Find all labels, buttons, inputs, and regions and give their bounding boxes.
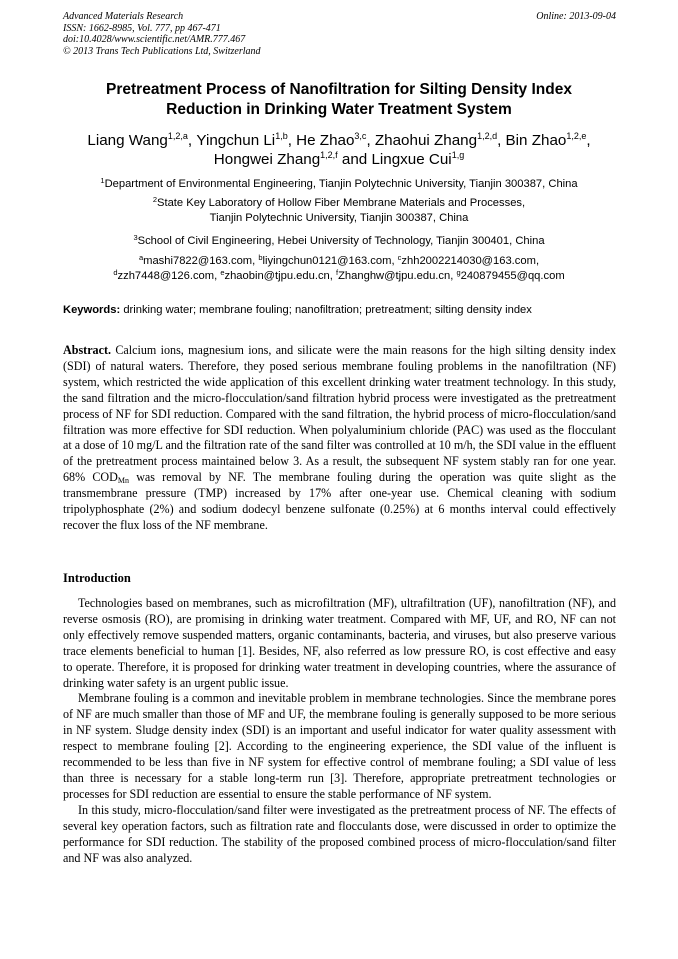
journal-info xyxy=(63,11,616,57)
author-separator: , xyxy=(287,132,297,149)
email-marker: f xyxy=(336,268,339,277)
introduction-body xyxy=(63,596,616,866)
email-address: mashi7822@163.com xyxy=(143,255,253,267)
email-address: liyingchun0121@163.com xyxy=(262,255,392,267)
email-address: Zhanghw@tjpu.edu.cn xyxy=(338,270,451,282)
author-name: Hongwei Zhang xyxy=(213,151,321,168)
email-marker: c xyxy=(397,253,402,262)
email-marker: g xyxy=(456,268,461,277)
section-heading-introduction: Introduction xyxy=(63,571,131,585)
affiliation xyxy=(40,196,638,226)
affiliation-marker: 3 xyxy=(133,233,138,242)
email-entry: $^c$zhh2002214030@163.com, xyxy=(397,253,540,267)
email-entry: $^e$zhaobin@tjpu.edu.cn, xyxy=(220,268,336,282)
abstract xyxy=(63,343,616,534)
affiliation xyxy=(40,177,638,192)
author-separator: , xyxy=(187,132,197,149)
email-marker: a xyxy=(138,253,144,262)
email-entry: $^b$liyingchun0121@163.com, xyxy=(258,253,398,267)
journal-header xyxy=(63,11,616,57)
author xyxy=(196,132,296,149)
affiliation-marker: 1 xyxy=(100,176,105,185)
email-marker: e xyxy=(220,268,225,277)
author-name: Bin Zhao xyxy=(505,132,567,149)
author-name: Lingxue Cui xyxy=(371,151,452,168)
author-affiliation-marker: 1,2,e xyxy=(566,131,587,141)
paper-title xyxy=(40,80,638,120)
affiliation-marker: 2 xyxy=(152,195,158,204)
email-entry: $^a$mashi7822@163.com, xyxy=(138,253,259,267)
abstract-text: Calcium ions, magnesium ions, and silicate were the main reasons for the high silting density index (SDI) of natural waters. Therefore, they posed serious membrane fouling problems in the nanofiltration (NF) system, which restricted the wide application of this excellent drinking water treatment technology. In this study, the sand filtration and the micro-flocculation/sand filtration hybrid process were investigated as the pretreatment process of NF for SDI reduction. Compared with the sand filtration, the hybrid process of micro-flocculation/sand filtration was more effective for SDI reduction. When polyaluminium chloride (PAC) was used as the flocculant at a dose of 10 mg/L and the filtration rate of the sand filter was controlled at 10 m/h, the SDI value in the effluent of the pretreatment process maintained below 3. As a result, the subsequent NF system stably ran for one year. 68% COD xyxy=(63,343,616,485)
email-marker: d xyxy=(113,268,118,277)
journal-copyright: © 2013 Trans Tech Publications Ltd, Switzerland xyxy=(63,45,261,57)
email-entry: $^d$zzh7448@126.com, xyxy=(113,268,221,282)
affiliation-text: State Key Laboratory of Hollow Fiber Membrane Materials and Processes, xyxy=(157,197,526,209)
author-name: Zhaohui Zhang xyxy=(374,132,478,149)
email-address: zhaobin@tjpu.edu.cn xyxy=(224,270,330,282)
affiliation xyxy=(40,234,638,249)
email-address: 240879455@qq.com xyxy=(460,270,565,282)
keywords xyxy=(63,303,616,318)
author-name: Liang Wang xyxy=(87,132,168,149)
author-separator: , xyxy=(586,132,591,149)
author-affiliation-marker: 1,2,f xyxy=(320,150,338,160)
author-list xyxy=(30,131,648,169)
email-entry: $^f$Zhanghw@tjpu.edu.cn, xyxy=(336,268,457,282)
author-affiliation-marker: 1,2,d xyxy=(477,131,498,141)
journal-issn: ISSN: 1662-8985, Vol. 777, pp 467-471 xyxy=(63,22,221,34)
email-entry xyxy=(456,270,564,282)
affiliation-text-continued: Tianjin Polytechnic University, Tianjin 300387, China xyxy=(209,212,469,224)
author xyxy=(296,132,375,149)
title-line-2: Reduction in Drinking Water Treatment System xyxy=(166,101,512,118)
author xyxy=(371,151,464,168)
author xyxy=(214,151,372,168)
author-affiliation-marker: 3,c xyxy=(354,131,367,141)
author-separator: , xyxy=(497,132,506,149)
author-affiliation-marker: 1,g xyxy=(451,150,465,160)
author-separator: , xyxy=(366,132,375,149)
author xyxy=(87,132,196,149)
author-separator: and xyxy=(337,151,372,168)
paragraph: In this study, micro-flocculation/sand filter were investigated as the pretreatment process of NF. The effects of several key operation factors, such as filtration rate and flocculants dose, were discussed in order to optimize the performance for SDI reduction. The stability of the proposed combined process of micro-flocculation/sand filter and NF was also analyzed. xyxy=(63,802,616,865)
email-marker: b xyxy=(258,253,263,262)
abstract-subscript: Mn xyxy=(117,476,130,486)
journal-doi: doi:10.4028/www.scientific.net/AMR.777.467 xyxy=(63,34,246,45)
email-address: zzh7448@126.com xyxy=(117,270,215,282)
author xyxy=(506,132,591,149)
paragraph: Membrane fouling is a common and inevitable problem in membrane technologies. Since the membrane pores of NF are much smaller than those of MF and UF, the membrane fouling is generally supposed to be more serious in NF system. Sludge density index (SDI) is an important and useful indicator for water quality assessment with respect to membrane fouling [2]. According to the engineering experience, the SDI value of the influent is recommended to be less than five in NF system for effective control of membrane fouling; a SDI value of less than three is necessary for a stable long-term run [3]. Therefore, appropriate pretreatment technologies or processes for SDI reduction are essential to ensure the stable performance of NF system. xyxy=(63,691,616,801)
paragraph: Technologies based on membranes, such as microfiltration (MF), ultrafiltration (UF), nanofiltration (NF), and reverse osmosis (RO), are promising in drinking water treatment. Compared with MF, UF, and RO, NF can not only effectively remove suspended matters, organic contaminants, bacteria, and viruses, but also preserve various trace elements beneficial to human [1]. Besides, NF, also referred as low pressure RO, is cost effective and easy to operate. Therefore, it is proposed for drinking water treatment in developing countries, where the assurance of drinking water safety is an urgent public issue. xyxy=(63,596,616,690)
keywords-text: drinking water; membrane fouling; nanofiltration; pretreatment; silting density index xyxy=(123,304,532,316)
email-list xyxy=(40,254,638,284)
author-name: Yingchun Li xyxy=(196,132,276,149)
author-affiliation-marker: 1,2,a xyxy=(167,131,188,141)
abstract-label: Abstract. xyxy=(63,343,112,357)
title-line-1: Pretreatment Process of Nanofiltration for Silting Density Index xyxy=(106,81,572,98)
author xyxy=(375,132,506,149)
email-address: zhh2002214030@163.com xyxy=(401,255,536,267)
author-affiliation-marker: 1,b xyxy=(275,131,288,141)
affiliation-text: School of Civil Engineering, Hebei University of Technology, Tianjin 300401, China xyxy=(137,235,545,247)
author-name: He Zhao xyxy=(296,132,355,149)
journal-name: Advanced Materials Research xyxy=(63,11,184,22)
affiliation-text: Department of Environmental Engineering, Tianjin Polytechnic University, Tianjin 300387, China xyxy=(104,178,578,190)
online-date: Online: 2013-09-04 xyxy=(536,11,616,22)
abstract-text-continued: was removal by NF. The membrane fouling during the operation was quite slight as the transmembrane pressure (TMP) increased by 17% after one-year use. Chemical cleaning with sodium tripolyphosphate (2%) and sodium dodecyl benzene sulfonate (0.25%) at 6 months interval could effectively recover the flux loss of the NF membrane. xyxy=(63,470,617,532)
keywords-label: Keywords: xyxy=(63,304,121,316)
